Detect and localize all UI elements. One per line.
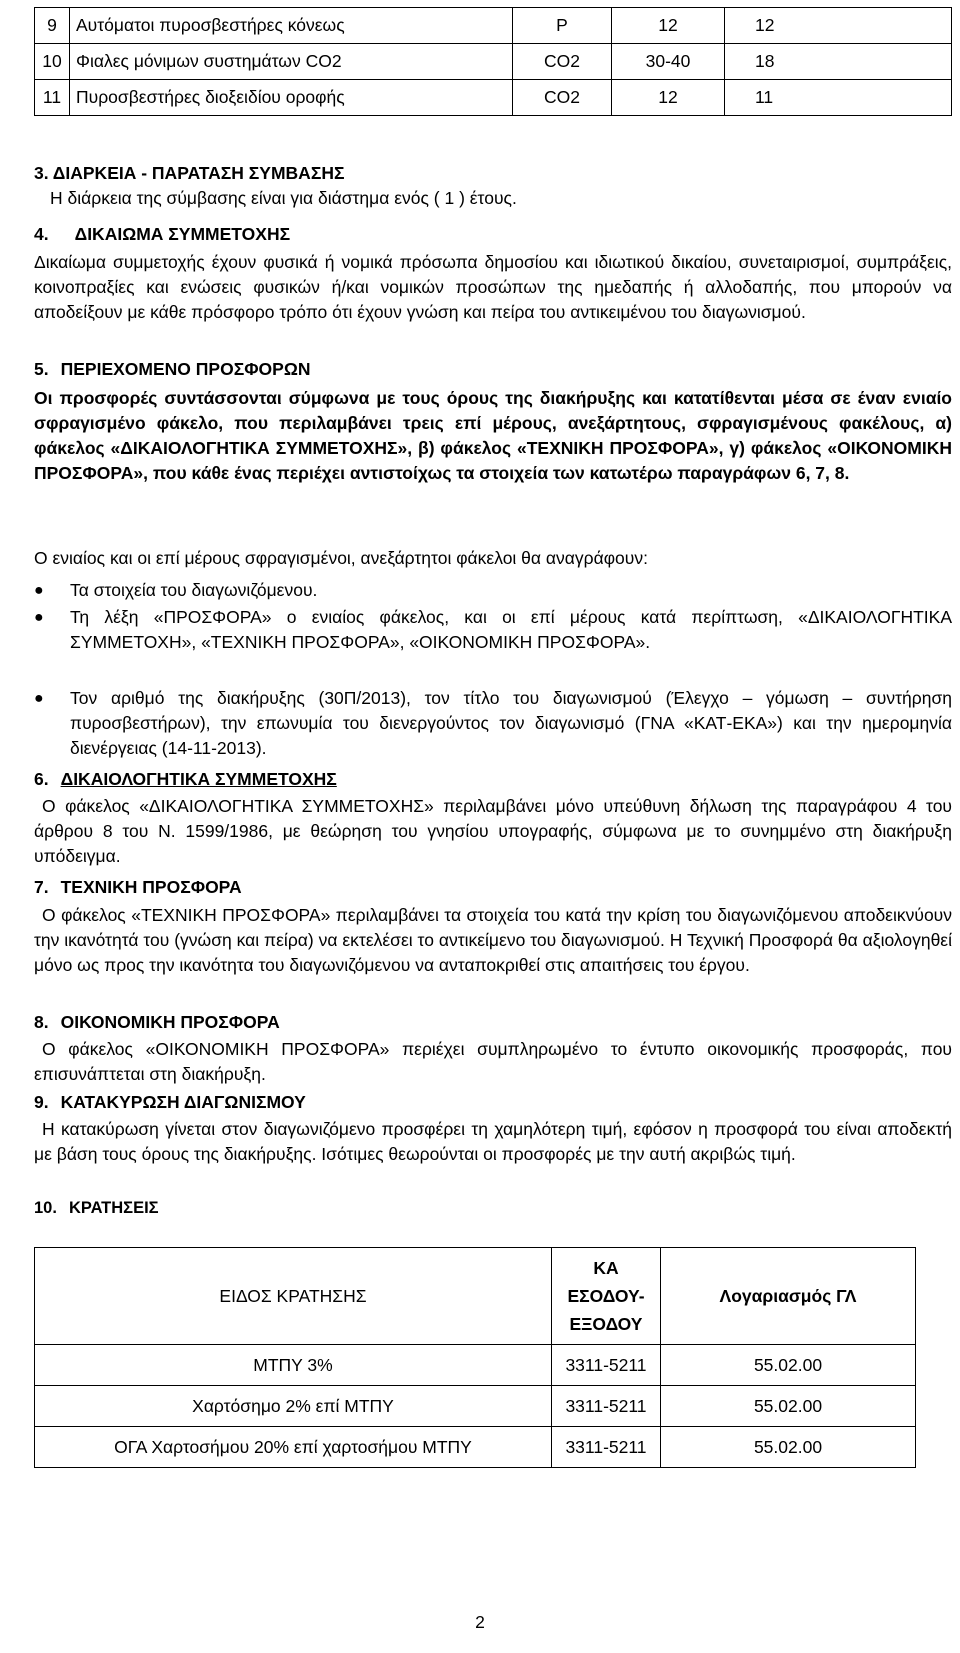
section-8-heading [34,1010,952,1035]
section-9-heading [34,1090,952,1115]
section-number: 8. [34,1012,49,1032]
section-5-heading [34,357,952,382]
bullet-icon: ● [34,690,44,707]
section-5-bold-text: Οι προσφορές συντάσσονται σύμφωνα με τους όρους της διακήρυξης και κατατίθενται μέσα σε έναν ενιαίο σφραγισμένο φάκελο, που περιλαμβάνει τρεις επί μέρους, ανεξάρτητους, σφραγισμένους φακέλους, α) φάκελος «ΔΙΚΑΙΟΛΟΓΗΤΙΚΑ ΣΥΜΜΕΤΟΧΗΣ», β) φάκελος «ΤΕΧΝΙΚΗ ΠΡΟΣΦΟΡΑ», γ) φάκελος «ΟΙΚΟΝΟΜΙΚΗ ΠΡΟΣΦΟΡΑ», που κάθε ένας περιέχει αντιστοίχως τα στοιχεία των κατωτέρω παραγράφων 6, 7, 8. [34,388,952,483]
list-item [34,605,952,655]
item-value-2: 18 [725,44,952,80]
table-cell: 55.02.00 [661,1386,916,1427]
table-cell: 3311-5211 [552,1386,661,1427]
item-value-1: 12 [612,8,725,44]
table-row [35,8,952,44]
table-row [35,1427,916,1468]
section-number: 10. [34,1199,57,1217]
deductions-table [34,1247,916,1468]
bullet-icon: ● [34,582,44,599]
section-title: ΤΕΧΝΙΚΗ ΠΡΟΣΦΟΡΑ [60,877,242,897]
section-4-heading [34,222,952,247]
table-row [35,1345,916,1386]
item-type: CO2 [513,80,612,116]
list-item-text: Τα στοιχεία του διαγωνιζόμενου. [70,580,318,600]
section-3-text: Η διάρκεια της σύμβασης είναι για διάστημα ενός ( 1 ) έτους. [50,188,517,208]
table-cell: 3311-5211 [552,1345,661,1386]
section-6-heading [34,767,952,792]
section-number: 6. [34,769,49,789]
item-name: Αυτόματοι πυροσβεστήρες κόνεως [70,8,513,44]
section-number: 5. [34,359,49,379]
table-row [35,1386,916,1427]
section-7-heading [34,875,952,900]
item-type: Ρ [513,8,612,44]
section-title: ΔΙΚΑΙΟΛΟΓΗΤΙΚΑ ΣΥΜΜΕΤΟΧΗΣ [60,769,337,789]
column-header: ΕΙΔΟΣ ΚΡΑΤΗΣΗΣ [35,1248,552,1345]
section-title: ΚΑΤΑΚΥΡΩΣΗ ΔΙΑΓΩΝΙΣΜΟΥ [60,1092,306,1112]
bullet-icon: ● [34,609,44,626]
table-header-row [35,1248,916,1345]
column-header: ΚΑ ΕΣΟΔΟΥ-ΕΞΟΔΟΥ [552,1248,661,1345]
table-row [35,44,952,80]
list-item [34,578,952,603]
section-8-text: Ο φάκελος «ΟΙΚΟΝΟΜΙΚΗ ΠΡΟΣΦΟΡΑ» περιέχει συμπληρωμένο το έντυπο οικονομικής προσφοράς, που επισυνάπτεται στη διακήρυξη. [34,1039,952,1084]
section-3-heading: 3. ΔΙΑΡΚΕΙΑ - ΠΑΡΑΤΑΣΗ ΣΥΜΒΑΣΗΣ [34,163,345,183]
table-cell: 3311-5211 [552,1427,661,1468]
table-row [35,80,952,116]
section-4-text: Δικαίωμα συμμετοχής έχουν φυσικά ή νομικά πρόσωπα δημοσίου και ιδιωτικού δικαίου, συνεταιρισμοί, συμπράξεις, κοινοπραξίες και ενώσεις φυσικών ή/και νομικών προσώπων της ημεδαπής ή αλλοδαπής, που μπορούν να αποδείξουν με κάθε πρόσφορο τρόπο ότι έχουν γνώση και πείρα του αντικειμένου του διαγωνισμού. [34,252,952,322]
item-value-1: 30-40 [612,44,725,80]
table-cell: ΜΤΠΥ 3% [35,1345,552,1386]
item-value-1: 12 [612,80,725,116]
item-value-2: 12 [725,8,952,44]
row-number: 9 [35,8,70,44]
column-header: Λογαριασμός ΓΛ [661,1248,916,1345]
table-cell: ΟΓΑ Χαρτοσήμου 20% επί χαρτοσήμου ΜΤΠΥ [35,1427,552,1468]
item-type: CO2 [513,44,612,80]
row-number: 10 [35,44,70,80]
item-name: Πυροσβεστήρες διοξειδίου οροφής [70,80,513,116]
section-number: 4. [34,224,49,244]
page-number: 2 [475,1612,485,1632]
list-item [34,686,952,761]
item-value-2: 11 [725,80,952,116]
section-6-text: Ο φάκελος «ΔΙΚΑΙΟΛΟΓΗΤΙΚΑ ΣΥΜΜΕΤΟΧΗΣ» περιλαμβάνει μόνο υπεύθυνη δήλωση της παραγράφου 4 του άρθρου 8 του Ν. 1599/1986, με θεώρηση του γνησίου υπογραφής, σύμφωνα με το συνημμένο στη διακήρυξη υπόδειγμα. [34,796,952,866]
section-10-heading [34,1196,952,1221]
section-title: ΔΙΚΑΙΩΜΑ ΣΥΜΜΕΤΟΧΗΣ [74,224,291,244]
list-item-text: Τον αριθμό της διακήρυξης (30Π/2013), τον τίτλο του διαγωνισμού (Έλεγχο – γόμωση – συντήρηση πυροσβεστήρων), την επωνυμία του διενεργούντος τον διαγωνισμό (ΓΝΑ «ΚΑΤ-ΕΚΑ») και την ημερομηνία διενέργειας (14-11-2013). [70,688,952,758]
section-7-text: Ο φάκελος «ΤΕΧΝΙΚΗ ΠΡΟΣΦΟΡΑ» περιλαμβάνει τα στοιχεία του κατά την κρίση του διαγωνιζόμενου αποδεικνύουν την ικανότητά του (γνώση και πείρα) να εκτελέσει το αντικείμενο του διαγωνισμού. Η Τεχνική Προσφορά θα αξιολογηθεί μόνο ως προς την ικανότητα του διαγωνιζόμενου να ανταποκριθεί στις απαιτήσεις του έργου. [34,905,952,975]
section-title: ΟΙΚΟΝΟΜΙΚΗ ΠΡΟΣΦΟΡΑ [60,1012,280,1032]
section-5-text: Ο ενιαίος και οι επί μέρους σφραγισμένοι, ανεξάρτητοι φάκελοι θα αναγράφουν: [34,548,648,568]
section-9-text: Η κατακύρωση γίνεται στον διαγωνιζόμενο προσφέρει τη χαμηλότερη τιμή, εφόσον η προσφορά του είναι αποδεκτή με βάση τους όρους της διακήρυξης. Ισότιμες θεωρούνται οι προσφορές με την αυτή ακριβώς τιμή. [34,1119,952,1164]
section-title: ΠΕΡΙΕΧΟΜΕΝΟ ΠΡΟΣΦΟΡΩΝ [60,359,311,379]
table-cell: Χαρτόσημο 2% επί ΜΤΠΥ [35,1386,552,1427]
extinguisher-table [34,7,952,116]
table-cell: 55.02.00 [661,1345,916,1386]
table-cell: 55.02.00 [661,1427,916,1468]
section-title: ΚΡΑΤΗΣΕΙΣ [68,1199,159,1217]
row-number: 11 [35,80,70,116]
section-number: 7. [34,877,49,897]
item-name: Φιαλες μόνιμων συστημάτων CO2 [70,44,513,80]
section-number: 9. [34,1092,49,1112]
list-item-text: Τη λέξη «ΠΡΟΣΦΟΡΑ» ο ενιαίος φάκελος, και οι επί μέρους κατά περίπτωση, «ΔΙΚΑΙΟΛΟΓΗΤΙΚΑ ΣΥΜΜΕΤΟΧΗ», «ΤΕΧΝΙΚΗ ΠΡΟΣΦΟΡΑ», «ΟΙΚΟΝΟΜΙΚΗ ΠΡΟΣΦΟΡΑ». [70,607,952,652]
